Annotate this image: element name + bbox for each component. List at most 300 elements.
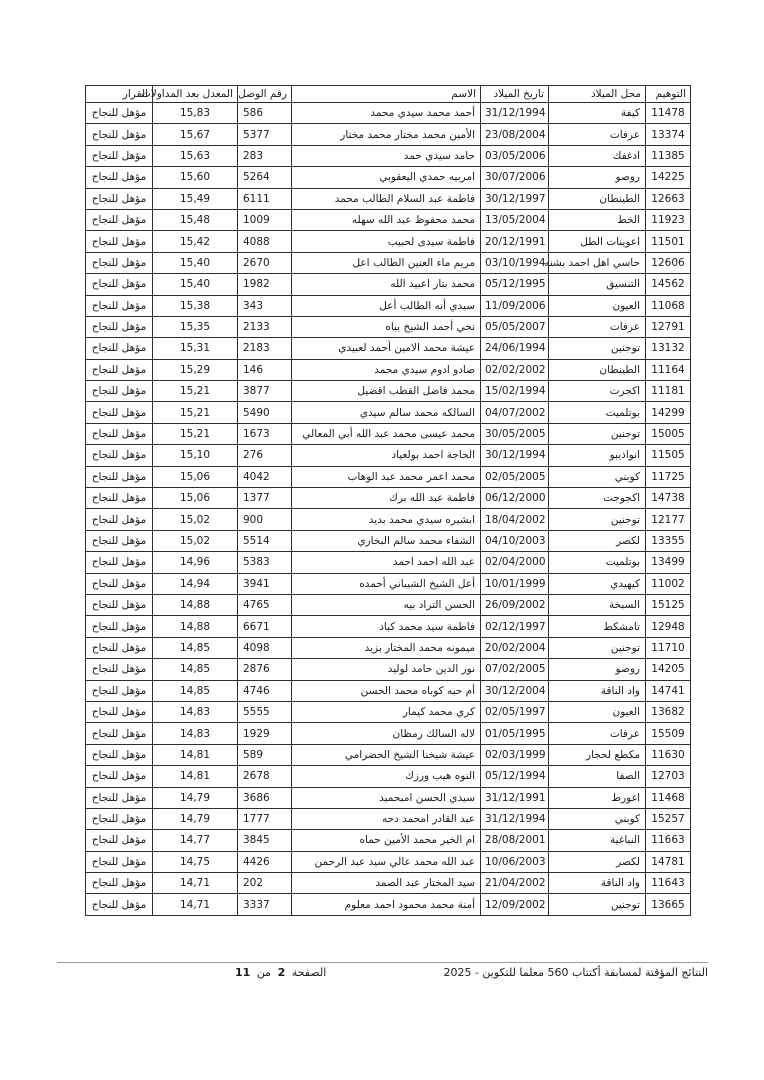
birthdate: 31/12/1994 [481,808,549,829]
decision: مؤهل للنجاح [86,488,153,509]
birthdate: 13/05/2004 [481,209,549,230]
header-row [86,86,691,103]
birthdate: 03/10/1994 [481,252,549,273]
candidate-id: 11385 [646,145,691,166]
receipt-number: 276 [238,445,292,466]
decision: مؤهل للنجاح [86,124,153,145]
table-row [86,316,691,337]
header-birthplace: محل الميلاد [549,86,646,103]
candidate-name: كري محمد كيمار [292,701,481,722]
table-row [86,445,691,466]
candidate-name: لاله السالك رمظان [292,723,481,744]
average: 14,79 [153,808,238,829]
birthplace: اعوينات الطل [549,231,646,252]
receipt-number: 5383 [238,552,292,573]
average: 15,21 [153,423,238,444]
birthplace: كوبني [549,808,646,829]
candidate-id: 15125 [646,594,691,615]
receipt-number: 900 [238,509,292,530]
candidate-id: 11478 [646,103,691,124]
candidate-name: نحي أحمد الشيخ بياه [292,316,481,337]
report-title: النتائج المؤقتة لمسابقة أكتتاب 560 معلما للتكوين - 2025 [443,966,708,979]
decision: مؤهل للنجاح [86,659,153,680]
table-row [86,488,691,509]
birthdate: 12/09/2002 [481,894,549,915]
birthplace: توجنين [549,338,646,359]
candidate-id: 11643 [646,873,691,894]
candidate-name: عيشة محمد الامين أحمد لعبيدي [292,338,481,359]
candidate-id: 11725 [646,466,691,487]
decision: مؤهل للنجاح [86,723,153,744]
candidate-name: الأمين محمد مختار محمد مختار [292,124,481,145]
candidate-name: الشفاء محمد سالم البخاري [292,530,481,551]
birthplace: توجنين [549,894,646,915]
decision: مؤهل للنجاح [86,808,153,829]
table-row [86,466,691,487]
birthplace: الخط [549,209,646,230]
birthplace: توجنين [549,637,646,658]
average: 15,40 [153,252,238,273]
decision: مؤهل للنجاح [86,530,153,551]
birthplace: الطينطان [549,359,646,380]
birthdate: 03/05/2006 [481,145,549,166]
table-row [86,188,691,209]
birthplace: كيهيدي [549,573,646,594]
average: 15,06 [153,466,238,487]
birthplace: روصو [549,167,646,188]
receipt-number: 3845 [238,830,292,851]
birthdate: 10/01/1999 [481,573,549,594]
table-row [86,530,691,551]
birthplace: تامشكط [549,616,646,637]
candidate-id: 14205 [646,659,691,680]
birthplace: العيون [549,295,646,316]
receipt-number: 1009 [238,209,292,230]
birthplace: الصفا [549,766,646,787]
birthdate: 26/09/2002 [481,594,549,615]
birthdate: 07/02/2005 [481,659,549,680]
average: 15,21 [153,381,238,402]
average: 14,85 [153,680,238,701]
candidate-name: فاطمة سيد محمد كباد [292,616,481,637]
receipt-number: 5555 [238,701,292,722]
candidate-id: 12663 [646,188,691,209]
receipt-number: 5264 [238,167,292,188]
decision: مؤهل للنجاح [86,381,153,402]
candidate-name: محمد اعمر محمد عبد الوهاب [292,466,481,487]
birthplace: اكجرت [549,381,646,402]
receipt-number: 2133 [238,316,292,337]
birthdate: 02/12/1997 [481,616,549,637]
receipt-number: 1777 [238,808,292,829]
receipt-number: 4426 [238,851,292,872]
receipt-number: 4098 [238,637,292,658]
decision: مؤهل للنجاح [86,573,153,594]
candidate-name: أعل الشيخ الشيباني أحمده [292,573,481,594]
header-candidate-name: الاسم [292,86,481,103]
receipt-number: 3877 [238,381,292,402]
average: 14,88 [153,594,238,615]
candidate-id: 14781 [646,851,691,872]
candidate-name: ام الخير محمد الأمين حماه [292,830,481,851]
birthplace: التنسيق [549,274,646,295]
average: 14,71 [153,873,238,894]
birthdate: 31/12/1991 [481,787,549,808]
table-row [86,594,691,615]
average: 15,67 [153,124,238,145]
results-body [86,103,691,916]
candidate-name: محمد فاضل القطب اقضيل [292,381,481,402]
receipt-number: 4042 [238,466,292,487]
receipt-number: 5514 [238,530,292,551]
receipt-number: 1673 [238,423,292,444]
candidate-name: أم حبه كوباه محمد الحسن [292,680,481,701]
decision: مؤهل للنجاح [86,787,153,808]
receipt-number: 146 [238,359,292,380]
decision: مؤهل للنجاح [86,830,153,851]
candidate-id: 12703 [646,766,691,787]
table-row [86,573,691,594]
candidate-name: فاطمة عبد السلام الطالب محمد [292,188,481,209]
average: 15,42 [153,231,238,252]
candidate-id: 11181 [646,381,691,402]
birthdate: 30/12/2004 [481,680,549,701]
table-row [86,252,691,273]
birthdate: 28/08/2001 [481,830,549,851]
page-number: 2 [277,966,286,979]
birthplace: النباغية [549,830,646,851]
receipt-number: 2183 [238,338,292,359]
birthdate: 05/12/1994 [481,766,549,787]
decision: مؤهل للنجاح [86,209,153,230]
candidate-name: أمنة محمد محمود احمد معلوم [292,894,481,915]
birthdate: 18/04/2002 [481,509,549,530]
average: 15,31 [153,338,238,359]
birthplace: لكصر [549,851,646,872]
receipt-number: 1377 [238,488,292,509]
table-row [86,124,691,145]
birthdate: 10/06/2003 [481,851,549,872]
table-header [86,86,691,103]
birthdate: 06/12/2000 [481,488,549,509]
birthplace: عرفات [549,124,646,145]
birthdate: 30/07/2006 [481,167,549,188]
birthdate: 20/02/2004 [481,637,549,658]
average: 15,49 [153,188,238,209]
candidate-name: ابشيره سيدي محمد بديد [292,509,481,530]
table-row [86,381,691,402]
candidate-id: 13499 [646,552,691,573]
decision: مؤهل للنجاح [86,637,153,658]
average: 14,94 [153,573,238,594]
decision: مؤهل للنجاح [86,188,153,209]
table-row [86,744,691,765]
average: 14,79 [153,787,238,808]
candidate-name: امربيه حمدي اليعقوبي [292,167,481,188]
candidate-name: أحمد محمد سيدي محمد [292,103,481,124]
receipt-number: 3686 [238,787,292,808]
candidate-id: 15257 [646,808,691,829]
receipt-number: 3337 [238,894,292,915]
candidate-id: 14562 [646,274,691,295]
candidate-id: 12177 [646,509,691,530]
candidate-id: 13374 [646,124,691,145]
table-row [86,509,691,530]
decision: مؤهل للنجاح [86,402,153,423]
candidate-name: محمد عيسى محمد عبد الله أبي المعالي [292,423,481,444]
average: 15,10 [153,445,238,466]
candidate-id: 15005 [646,423,691,444]
candidate-name: نور الدين حامد لوليد [292,659,481,680]
birthplace: اغورط [549,787,646,808]
average: 15,40 [153,274,238,295]
average: 15,02 [153,509,238,530]
header-candidate-id: التوهيم [646,86,691,103]
footer-divider [57,962,708,963]
table-row [86,830,691,851]
birthdate: 15/02/1994 [481,381,549,402]
table-row [86,766,691,787]
birthplace: كيفة [549,103,646,124]
birthplace: حاسي اهل احمد بشنه [549,252,646,273]
average: 15,38 [153,295,238,316]
average: 15,02 [153,530,238,551]
receipt-number: 2876 [238,659,292,680]
table-row [86,787,691,808]
receipt-number: 2670 [238,252,292,273]
table-row [86,145,691,166]
table-row [86,209,691,230]
receipt-number: 283 [238,145,292,166]
birthplace: مكطع لحجار [549,744,646,765]
candidate-name: ميمونه محمد المختار بزيد [292,637,481,658]
candidate-name: مريم ماء العنين الطالب اعل [292,252,481,273]
birthdate: 30/05/2005 [481,423,549,444]
birthdate: 30/12/1994 [481,445,549,466]
table-row [86,295,691,316]
candidate-name: سيدي أنه الطالب أعل [292,295,481,316]
decision: مؤهل للنجاح [86,873,153,894]
average: 14,83 [153,701,238,722]
table-row [86,680,691,701]
decision: مؤهل للنجاح [86,423,153,444]
candidate-id: 11923 [646,209,691,230]
candidate-id: 13665 [646,894,691,915]
decision: مؤهل للنجاح [86,594,153,615]
decision: مؤهل للنجاح [86,338,153,359]
decision: مؤهل للنجاح [86,274,153,295]
candidate-id: 14741 [646,680,691,701]
table-row [86,338,691,359]
average: 14,71 [153,894,238,915]
candidate-id: 13355 [646,530,691,551]
table-row [86,231,691,252]
average: 15,21 [153,402,238,423]
candidate-name: الحسن التراد بيه [292,594,481,615]
candidate-id: 11501 [646,231,691,252]
candidate-name: عبد الله محمد عالي سيد عبد الرحمن [292,851,481,872]
birthplace: انواذيبو [549,445,646,466]
average: 14,96 [153,552,238,573]
receipt-number: 1982 [238,274,292,295]
birthdate: 11/09/2006 [481,295,549,316]
decision: مؤهل للنجاح [86,616,153,637]
birthdate: 02/02/2002 [481,359,549,380]
average: 15,35 [153,316,238,337]
decision: مؤهل للنجاح [86,851,153,872]
average: 14,85 [153,659,238,680]
decision: مؤهل للنجاح [86,894,153,915]
average: 15,83 [153,103,238,124]
decision: مؤهل للنجاح [86,680,153,701]
birthplace: بوتلميت [549,552,646,573]
candidate-id: 11630 [646,744,691,765]
candidate-id: 11663 [646,830,691,851]
table-row [86,808,691,829]
average: 15,63 [153,145,238,166]
header-decision: القرار [86,86,153,103]
candidate-id: 14225 [646,167,691,188]
candidate-id: 13132 [646,338,691,359]
decision: مؤهل للنجاح [86,744,153,765]
birthplace: واد الناقة [549,680,646,701]
decision: مؤهل للنجاح [86,252,153,273]
receipt-number: 4746 [238,680,292,701]
candidate-name: محمد بتار اعبيد الله [292,274,481,295]
candidate-id: 12791 [646,316,691,337]
receipt-number: 202 [238,873,292,894]
average: 15,06 [153,488,238,509]
birthplace: لكصر [549,530,646,551]
birthplace: توجنين [549,423,646,444]
receipt-number: 5377 [238,124,292,145]
average: 14,83 [153,723,238,744]
birthdate: 21/04/2002 [481,873,549,894]
candidate-name: سيد المختار عبد الصمد [292,873,481,894]
birthplace: اكجوجت [549,488,646,509]
candidate-name: عبد القادر امحمد دحه [292,808,481,829]
candidate-name: سيدي الحسن امبحميد [292,787,481,808]
average: 14,81 [153,766,238,787]
birthdate: 04/10/2003 [481,530,549,551]
table-row [86,637,691,658]
birthdate: 02/03/1999 [481,744,549,765]
decision: مؤهل للنجاح [86,552,153,573]
page-label: الصفحة [291,966,327,979]
header-birthdate: تاريخ الميلاد [481,86,549,103]
receipt-number: 2678 [238,766,292,787]
table-row [86,552,691,573]
candidate-id: 11002 [646,573,691,594]
decision: مؤهل للنجاح [86,766,153,787]
birthplace: الطينطان [549,188,646,209]
table-row [86,723,691,744]
candidate-name: فاطمة سيدى لحبيب [292,231,481,252]
receipt-number: 343 [238,295,292,316]
table-row [86,402,691,423]
table-row [86,359,691,380]
decision: مؤهل للنجاح [86,167,153,188]
candidate-name: حامد سيدي حمد [292,145,481,166]
average: 14,77 [153,830,238,851]
birthdate: 30/12/1997 [481,188,549,209]
candidate-id: 13682 [646,701,691,722]
birthplace: عرفات [549,723,646,744]
header-receipt-number: رقم الوصل [238,86,292,103]
birthdate: 04/07/2002 [481,402,549,423]
receipt-number: 586 [238,103,292,124]
candidate-id: 12948 [646,616,691,637]
candidate-id: 11068 [646,295,691,316]
receipt-number: 589 [238,744,292,765]
average: 15,60 [153,167,238,188]
candidate-id: 11505 [646,445,691,466]
candidate-id: 11164 [646,359,691,380]
birthdate: 24/06/1994 [481,338,549,359]
birthdate: 05/12/1995 [481,274,549,295]
birthplace: واد الناقة [549,873,646,894]
receipt-number: 5490 [238,402,292,423]
table-row [86,423,691,444]
table-row [86,274,691,295]
birthdate: 31/12/1994 [481,103,549,124]
birthplace: توجنين [549,509,646,530]
birthplace: كوبني [549,466,646,487]
table-row [86,873,691,894]
page-of-label: من [256,966,272,979]
candidate-name: النوه هيب ورزك [292,766,481,787]
receipt-number: 6671 [238,616,292,637]
decision: مؤهل للنجاح [86,701,153,722]
birthdate: 05/05/2007 [481,316,549,337]
candidate-name: فاطمة عبد الله برك [292,488,481,509]
average: 15,48 [153,209,238,230]
candidate-name: عيشة شيخنا الشيخ الحضرامي [292,744,481,765]
birthplace: العيون [549,701,646,722]
header-average: المعدل بعد المداولات [153,86,238,103]
birthplace: ادغفك [549,145,646,166]
candidate-name: محمد محفوظ عبد الله سهله [292,209,481,230]
birthdate: 02/05/2005 [481,466,549,487]
average: 14,75 [153,851,238,872]
results-table [85,85,691,916]
average: 14,85 [153,637,238,658]
decision: مؤهل للنجاح [86,466,153,487]
birthplace: عرفات [549,316,646,337]
receipt-number: 4765 [238,594,292,615]
decision: مؤهل للنجاح [86,103,153,124]
candidate-id: 15509 [646,723,691,744]
table-row [86,103,691,124]
receipt-number: 1929 [238,723,292,744]
candidate-id: 11468 [646,787,691,808]
candidate-id: 11710 [646,637,691,658]
table-row [86,616,691,637]
average: 14,81 [153,744,238,765]
table-row [86,894,691,915]
decision: مؤهل للنجاح [86,231,153,252]
table-row [86,851,691,872]
birthplace: روصو [549,659,646,680]
candidate-name: صادو ادوم سيدي محمد [292,359,481,380]
page-indicator [232,966,326,979]
birthdate: 20/12/1991 [481,231,549,252]
table-row [86,659,691,680]
birthdate: 02/04/2000 [481,552,549,573]
candidate-id: 12606 [646,252,691,273]
average: 14,88 [153,616,238,637]
candidate-id: 14299 [646,402,691,423]
